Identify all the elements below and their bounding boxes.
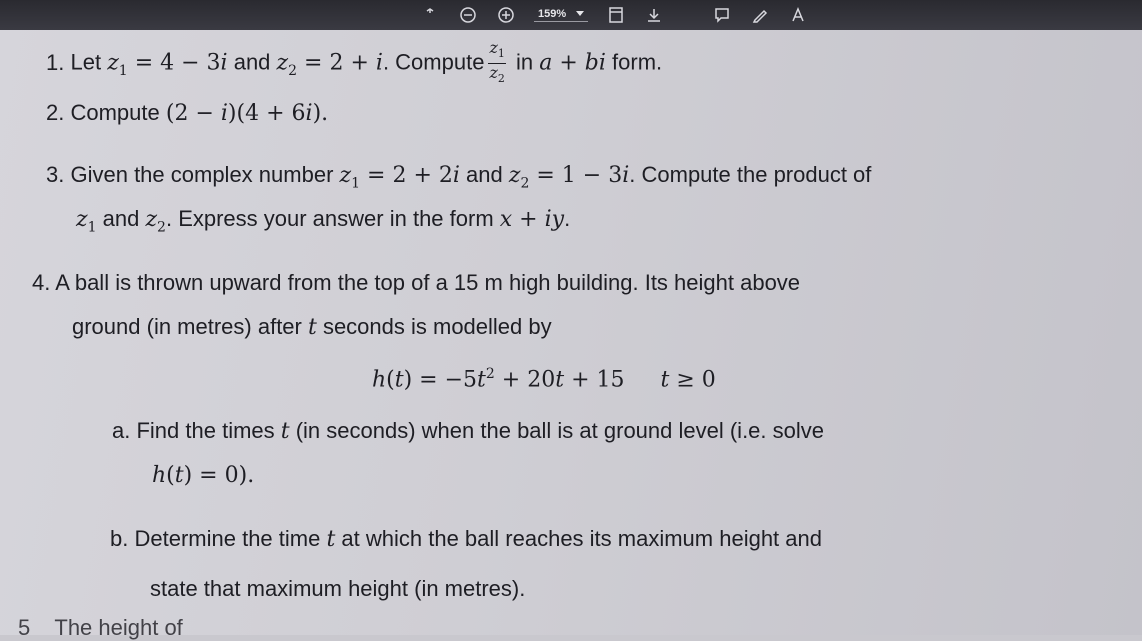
text: Compute [70,100,166,125]
text: at which the ball reaches its maximum height and [335,526,822,551]
math-var: t [394,367,404,393]
math: (2 − [165,101,221,126]
math-var: z [107,50,119,76]
math: + [512,207,545,232]
question-4a-line-1 [112,418,824,444]
document-page [0,30,1142,640]
part-label: a. [112,418,131,443]
text: A ball is thrown upward from the top of a 15 m high building. Its height above [55,270,801,295]
question-3-line-2 [76,206,570,235]
math: )(4 + 6 [227,101,306,126]
math-var: i [220,101,228,126]
math: + 15 [564,367,625,393]
math: ). [312,101,329,126]
page-fit-icon[interactable] [606,5,626,25]
subscript: 1 [497,47,505,61]
sync-icon[interactable] [420,5,440,25]
text: ground (in metres) after [72,314,308,339]
question-3-line-1 [46,162,871,191]
plus-circle-icon[interactable] [496,5,516,25]
text: . [564,206,571,231]
math-var: z [145,207,158,232]
math-var: i [220,50,228,76]
subscript: 2 [157,219,166,236]
download-icon[interactable] [644,5,664,25]
question-5-cut [18,615,183,641]
text: (in seconds) when the ball is at ground level (i.e. solve [289,418,825,443]
text: state that maximum height (in metres). [150,576,526,601]
math-var: t [174,463,184,488]
text: Find the times [136,418,281,443]
height-formula [372,366,716,392]
part-label: b. [110,526,129,551]
math-var: i [305,101,313,126]
math-var: i [622,163,630,188]
subscript: 2 [288,62,298,79]
question-1 [46,40,662,87]
text: form. [605,49,663,75]
math-var: t [280,419,290,444]
math: = 4 − 3 [127,50,221,76]
math-var: x [499,207,513,232]
fraction [488,40,505,87]
math-var: z [489,63,498,83]
math-var: bi [584,50,606,76]
math-var: h [152,463,167,488]
math-var: iy [544,207,565,232]
question-number: 1. [46,49,65,75]
math: ) = −5 [403,367,478,393]
math-var: i [375,50,383,76]
math-var: z [276,50,289,76]
text: The height of [54,615,183,640]
math: ( [166,463,175,488]
math: ≥ 0 [669,367,716,393]
subscript: 1 [118,62,128,79]
math-var: t [555,367,565,393]
subscript: 1 [87,219,97,236]
text-icon[interactable] [788,5,808,25]
question-2 [46,100,328,126]
math-var: t [477,367,486,393]
text: . Compute the product of [629,162,872,187]
math: ( [386,367,395,393]
math: = 1 − 3 [529,163,623,188]
question-number: 5 [18,615,31,640]
subscript: 1 [351,175,361,192]
text: and [96,206,146,231]
math: = 2 + 2 [360,163,453,188]
text: Determine the time [134,526,327,551]
math: = 2 + [297,50,376,76]
comment-icon[interactable] [712,5,732,25]
math-var: z [508,163,521,188]
math: + [552,50,585,76]
question-number: 4. [32,270,51,295]
math-var: t [307,315,317,340]
question-4a-line-2 [152,462,254,488]
math: + 20 [494,367,556,393]
math: ) = 0). [183,463,255,488]
subscript: 2 [497,72,505,86]
question-4-line-1 [32,270,800,296]
question-4b-line-1 [110,526,822,552]
math-var: t [660,367,670,393]
math-var: t [326,527,336,552]
math-var: z [489,38,498,57]
zoom-value: 159% [538,8,567,20]
text: . Express your answer in the form [165,206,500,231]
minus-circle-icon[interactable] [458,5,478,25]
pdf-toolbar [0,0,1142,30]
math-var: z [76,207,88,232]
question-4b-line-2 [150,576,525,602]
text: seconds is modelled by [316,314,552,339]
math-var: z [339,163,352,188]
superscript: 2 [485,366,495,382]
zoom-select[interactable] [534,8,588,22]
text: and [227,49,277,75]
text: and [459,162,509,187]
math-var: h [372,367,387,393]
subscript: 2 [520,175,530,192]
question-number: 3. [46,162,65,187]
text: . Compute [382,49,485,75]
chevron-down-icon [576,11,584,16]
text: Let [70,49,108,75]
text: Given the complex number [70,162,340,187]
math-var: i [452,163,460,188]
question-4-line-2 [72,314,552,340]
question-number: 2. [46,100,65,125]
math-var: a [539,50,553,76]
text: in [509,49,540,75]
pen-icon[interactable] [750,5,770,25]
